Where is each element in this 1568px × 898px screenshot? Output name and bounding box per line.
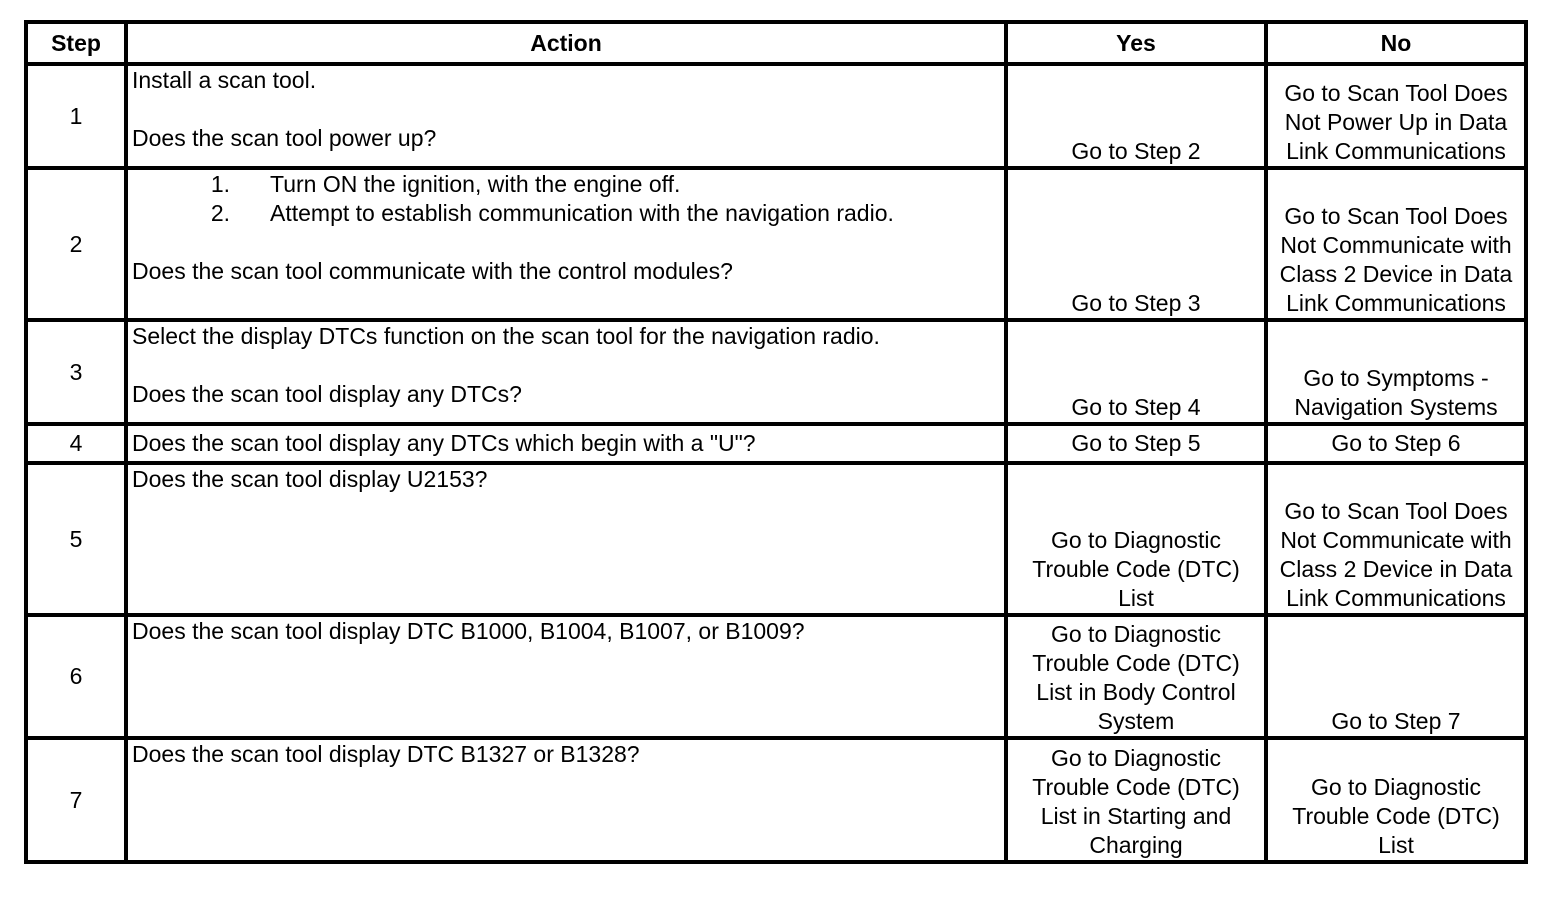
yes-result: Go to Diagnostic Trouble Code (DTC) List in Body Control System — [1006, 615, 1266, 738]
yes-result: Go to Diagnostic Trouble Code (DTC) List in Starting and Charging — [1006, 738, 1266, 862]
action-question: Does the scan tool power up? — [132, 125, 437, 151]
step-number: 1 — [26, 64, 126, 168]
action-cell — [126, 615, 1006, 738]
action-step-item — [132, 199, 1000, 228]
header-row — [26, 22, 1526, 64]
step-number: 7 — [26, 738, 126, 862]
no-result: Go to Scan Tool Does Not Power Up in Data Link Communications — [1266, 64, 1526, 168]
yes-result: Go to Diagnostic Trouble Code (DTC) List — [1006, 463, 1266, 615]
table-row — [26, 463, 1526, 615]
yes-result: Go to Step 2 — [1006, 64, 1266, 168]
action-step-text: Attempt to establish communication with the navigation radio. — [270, 200, 894, 226]
table-row — [26, 168, 1526, 320]
action-question: Does the scan tool display any DTCs? — [132, 381, 522, 407]
header-yes: Yes — [1006, 22, 1266, 64]
action-step-item — [132, 170, 1000, 199]
action-step-text: Turn ON the ignition, with the engine off. — [270, 171, 681, 197]
action-question: Does the scan tool display DTC B1327 or B1328? — [132, 741, 640, 767]
table-row — [26, 64, 1526, 168]
yes-result: Go to Step 5 — [1006, 424, 1266, 463]
action-steps-list — [132, 170, 1000, 228]
action-text: Install a scan tool. — [132, 67, 317, 93]
header-no: No — [1266, 22, 1526, 64]
no-result: Go to Scan Tool Does Not Communicate with Class 2 Device in Data Link Communications — [1266, 463, 1526, 615]
header-action: Action — [126, 22, 1006, 64]
action-cell — [126, 64, 1006, 168]
no-result: Go to Symptoms - Navigation Systems — [1266, 320, 1526, 424]
action-question: Does the scan tool display any DTCs which begin with a "U"? — [132, 430, 756, 456]
step-number: 2 — [26, 168, 126, 320]
table-row — [26, 424, 1526, 463]
no-result: Go to Scan Tool Does Not Communicate with Class 2 Device in Data Link Communications — [1266, 168, 1526, 320]
action-cell — [126, 168, 1006, 320]
table-row — [26, 738, 1526, 862]
table-row — [26, 615, 1526, 738]
diagnostic-table — [24, 20, 1528, 864]
step-number: 5 — [26, 463, 126, 615]
no-result: Go to Step 7 — [1266, 615, 1526, 738]
action-step-number: 1. — [210, 171, 230, 197]
action-cell — [126, 463, 1006, 615]
action-cell — [126, 738, 1006, 862]
no-result: Go to Diagnostic Trouble Code (DTC) List — [1266, 738, 1526, 862]
header-step: Step — [26, 22, 126, 64]
table-row — [26, 320, 1526, 424]
step-number: 6 — [26, 615, 126, 738]
action-question: Does the scan tool display DTC B1000, B1004, B1007, or B1009? — [132, 618, 805, 644]
step-number: 3 — [26, 320, 126, 424]
action-question: Does the scan tool display U2153? — [132, 466, 488, 492]
action-cell — [126, 320, 1006, 424]
action-text: Select the display DTCs function on the scan tool for the navigation radio. — [132, 323, 880, 349]
step-number: 4 — [26, 424, 126, 463]
action-question: Does the scan tool communicate with the control modules? — [132, 258, 733, 284]
action-cell — [126, 424, 1006, 463]
no-result: Go to Step 6 — [1266, 424, 1526, 463]
yes-result: Go to Step 3 — [1006, 168, 1266, 320]
action-step-number: 2. — [210, 200, 230, 226]
yes-result: Go to Step 4 — [1006, 320, 1266, 424]
